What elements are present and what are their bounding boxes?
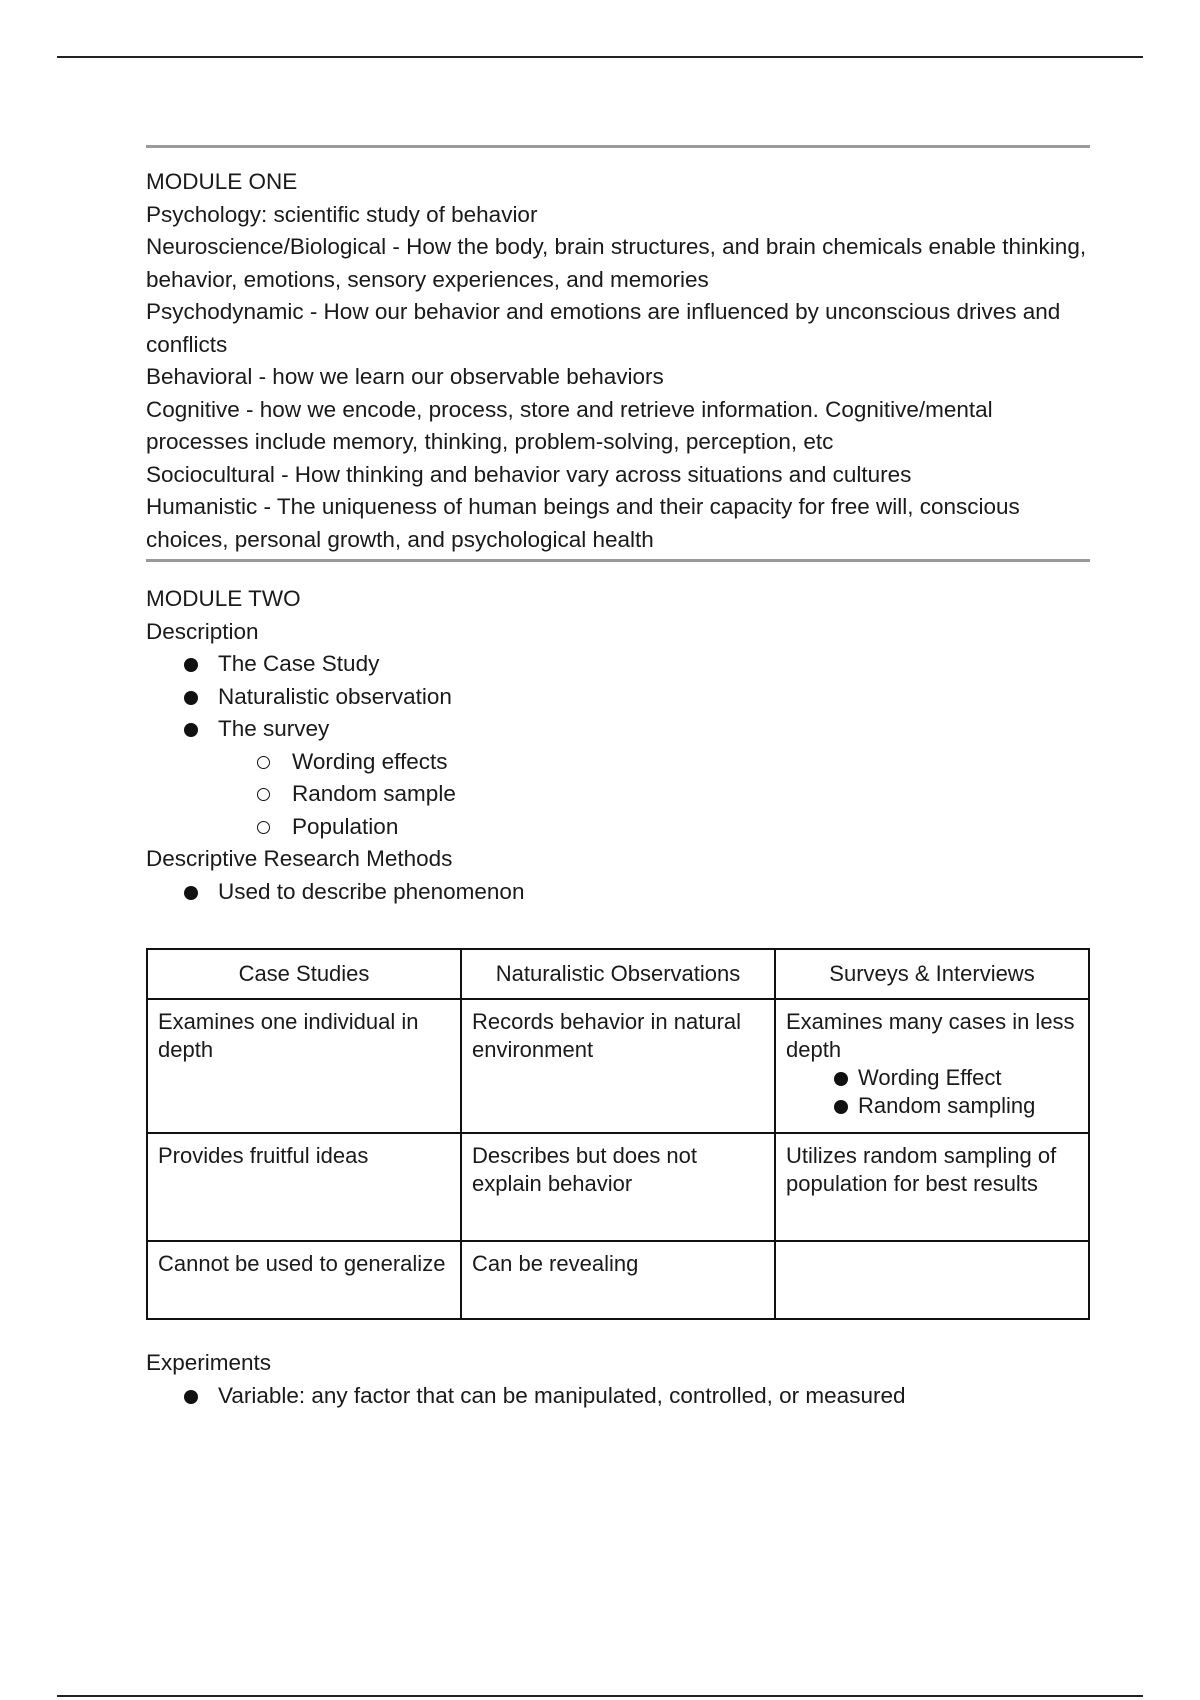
- definition-sociocultural: Sociocultural - How thinking and behavior vary across situations and cultures: [146, 461, 912, 487]
- definition-psychology: Psychology: scientific study of behavior: [146, 201, 538, 227]
- cell-text: Examines many cases in less depth: [786, 1009, 1075, 1062]
- table-row: [147, 1241, 1089, 1319]
- table-row: [147, 1133, 1089, 1241]
- list-item: Population: [146, 811, 1090, 844]
- cell-bullet-list: [786, 1064, 1079, 1120]
- list-item: Used to describe phenomenon: [146, 876, 1090, 909]
- page-top-rule: [57, 56, 1143, 58]
- experiments-list: [146, 1380, 1090, 1413]
- table-cell: Provides fruitful ideas: [147, 1133, 461, 1241]
- table-header-cell: Surveys & Interviews: [775, 949, 1089, 999]
- survey-sublist: [146, 746, 1090, 844]
- table-cell: Cannot be used to generalize: [147, 1241, 461, 1319]
- list-item: The survey: [146, 713, 1090, 746]
- table-cell: [775, 999, 1089, 1133]
- definition-neuroscience: Neuroscience/Biological - How the body, brain structures, and brain chemicals enable thinking, behavior, emotions, sensory experiences, and memories: [146, 234, 1087, 292]
- module-one-section: [146, 148, 1090, 556]
- table-cell: [775, 1241, 1089, 1319]
- table-cell: Utilizes random sampling of population for best results: [775, 1133, 1089, 1241]
- module-two-section: [146, 562, 1090, 1412]
- list-item: Random sample: [146, 778, 1090, 811]
- methods-list: [146, 876, 1090, 909]
- list-item: The Case Study: [146, 648, 1090, 681]
- description-label: Description: [146, 618, 259, 644]
- table-header-row: [147, 949, 1089, 999]
- description-list: [146, 648, 1090, 746]
- table-cell: Describes but does not explain behavior: [461, 1133, 775, 1241]
- definition-behavioral: Behavioral - how we learn our observable behaviors: [146, 364, 664, 389]
- table-cell: Can be revealing: [461, 1241, 775, 1319]
- definition-psychodynamic: Psychodynamic - How our behavior and emotions are influenced by unconscious drives and conflicts: [146, 299, 1061, 357]
- page-bottom-rule: [57, 1695, 1143, 1697]
- table-header-cell: Case Studies: [147, 949, 461, 999]
- research-methods-table: [146, 948, 1090, 1320]
- list-item: Wording Effect: [786, 1064, 1079, 1092]
- methods-label: Descriptive Research Methods: [146, 846, 453, 871]
- document-body: [146, 145, 1090, 1412]
- list-item: Naturalistic observation: [146, 681, 1090, 714]
- table-cell: Records behavior in natural environment: [461, 999, 775, 1133]
- list-item: Variable: any factor that can be manipulated, controlled, or measured: [146, 1380, 1090, 1413]
- module-one-heading: MODULE ONE: [146, 169, 298, 194]
- module-two-heading: MODULE TWO: [146, 586, 301, 611]
- table-cell: Examines one individual in depth: [147, 999, 461, 1133]
- list-item: Wording effects: [146, 746, 1090, 779]
- table-row: [147, 999, 1089, 1133]
- experiments-label: Experiments: [146, 1350, 272, 1375]
- table-header-cell: Naturalistic Observations: [461, 949, 775, 999]
- list-item: Random sampling: [786, 1092, 1079, 1120]
- definition-humanistic: Humanistic - The uniqueness of human beings and their capacity for free will, conscious choices, personal growth, and psychological health: [146, 494, 1020, 552]
- definition-cognitive: Cognitive - how we encode, process, store and retrieve information. Cognitive/mental processes include memory, thinking, problem-solving, perception, etc: [146, 396, 993, 454]
